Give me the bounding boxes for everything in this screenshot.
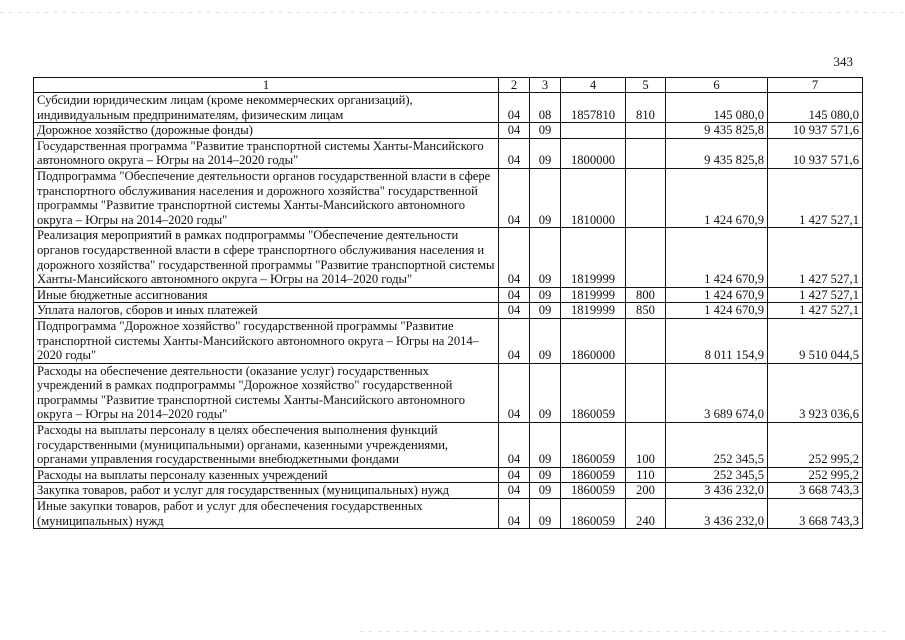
row-expense-type-cell: 100 — [626, 423, 666, 468]
row-amount-year1-cell: 252 345,5 — [666, 423, 768, 468]
row-name-cell: Государственная программа "Развитие транспортной системы Ханты-Мансийского автономного округа – Югры на 2014–2020 годы" — [34, 138, 499, 168]
row-subsection-cell: 09 — [530, 483, 561, 499]
row-section-cell: 04 — [499, 303, 530, 319]
header-col-2: 2 — [499, 78, 530, 93]
table-row — [34, 363, 863, 422]
row-amount-year2-cell: 1 427 527,1 — [768, 228, 863, 287]
row-target-article-cell: 1810000 — [561, 168, 626, 227]
header-col-7: 7 — [768, 78, 863, 93]
row-amount-year1-cell: 1 424 670,9 — [666, 303, 768, 319]
header-col-1: 1 — [34, 78, 499, 93]
table-row — [34, 499, 863, 529]
table-row — [34, 287, 863, 303]
row-section-cell: 04 — [499, 467, 530, 483]
row-subsection-cell: 09 — [530, 467, 561, 483]
row-target-article-cell: 1860059 — [561, 363, 626, 422]
row-expense-type-cell — [626, 138, 666, 168]
row-target-article-cell: 1860059 — [561, 483, 626, 499]
row-expense-type-cell — [626, 318, 666, 363]
row-amount-year2-cell: 1 427 527,1 — [768, 287, 863, 303]
row-amount-year1-cell: 3 689 674,0 — [666, 363, 768, 422]
row-section-cell: 04 — [499, 363, 530, 422]
row-target-article-cell: 1860059 — [561, 499, 626, 529]
row-section-cell: 04 — [499, 168, 530, 227]
row-amount-year2-cell: 3 668 743,3 — [768, 483, 863, 499]
row-subsection-cell: 09 — [530, 287, 561, 303]
row-expense-type-cell: 810 — [626, 93, 666, 123]
row-section-cell: 04 — [499, 499, 530, 529]
row-amount-year2-cell: 10 937 571,6 — [768, 138, 863, 168]
row-subsection-cell: 09 — [530, 123, 561, 139]
row-expense-type-cell: 200 — [626, 483, 666, 499]
row-name-cell: Уплата налогов, сборов и иных платежей — [34, 303, 499, 319]
table-row — [34, 303, 863, 319]
row-section-cell: 04 — [499, 483, 530, 499]
row-subsection-cell: 08 — [530, 93, 561, 123]
row-amount-year1-cell: 9 435 825,8 — [666, 138, 768, 168]
header-col-6: 6 — [666, 78, 768, 93]
row-name-cell: Субсидии юридическим лицам (кроме некоммерческих организаций), индивидуальным предпринимателям, физическим лицам — [34, 93, 499, 123]
row-target-article-cell — [561, 123, 626, 139]
row-amount-year1-cell: 1 424 670,9 — [666, 287, 768, 303]
row-amount-year2-cell: 9 510 044,5 — [768, 318, 863, 363]
table-row — [34, 123, 863, 139]
header-col-3: 3 — [530, 78, 561, 93]
row-amount-year2-cell: 3 923 036,6 — [768, 363, 863, 422]
row-name-cell: Расходы на выплаты персоналу казенных учреждений — [34, 467, 499, 483]
row-expense-type-cell — [626, 363, 666, 422]
budget-table — [33, 77, 863, 529]
row-name-cell: Подпрограмма "Дорожное хозяйство" государственной программы "Развитие транспортной системы Ханты-Мансийского автономного округа – Югры на 2014–2020 годы" — [34, 318, 499, 363]
row-amount-year1-cell: 3 436 232,0 — [666, 499, 768, 529]
table-row — [34, 423, 863, 468]
row-amount-year2-cell: 252 995,2 — [768, 423, 863, 468]
row-expense-type-cell: 850 — [626, 303, 666, 319]
row-subsection-cell: 09 — [530, 318, 561, 363]
row-amount-year2-cell: 10 937 571,6 — [768, 123, 863, 139]
row-section-cell: 04 — [499, 93, 530, 123]
table-row — [34, 318, 863, 363]
row-subsection-cell: 09 — [530, 168, 561, 227]
row-amount-year1-cell: 1 424 670,9 — [666, 228, 768, 287]
row-section-cell: 04 — [499, 423, 530, 468]
row-amount-year1-cell: 3 436 232,0 — [666, 483, 768, 499]
row-subsection-cell: 09 — [530, 423, 561, 468]
row-name-cell: Дорожное хозяйство (дорожные фонды) — [34, 123, 499, 139]
row-name-cell: Расходы на выплаты персоналу в целях обеспечения выполнения функций государственными (муниципальными) органами, казенными учреждениями, органами управления государственными внебюджетными фондами — [34, 423, 499, 468]
table-row — [34, 467, 863, 483]
row-amount-year2-cell: 1 427 527,1 — [768, 168, 863, 227]
row-target-article-cell: 1800000 — [561, 138, 626, 168]
table-header-row — [34, 78, 863, 93]
row-target-article-cell: 1819999 — [561, 303, 626, 319]
row-expense-type-cell — [626, 168, 666, 227]
row-subsection-cell: 09 — [530, 303, 561, 319]
row-expense-type-cell: 240 — [626, 499, 666, 529]
row-subsection-cell: 09 — [530, 363, 561, 422]
row-expense-type-cell: 110 — [626, 467, 666, 483]
row-amount-year1-cell: 9 435 825,8 — [666, 123, 768, 139]
scan-artifact-top — [0, 12, 905, 13]
row-name-cell: Закупка товаров, работ и услуг для государственных (муниципальных) нужд — [34, 483, 499, 499]
row-name-cell: Иные бюджетные ассигнования — [34, 287, 499, 303]
row-expense-type-cell — [626, 228, 666, 287]
row-name-cell: Расходы на обеспечение деятельности (оказание услуг) государственных учреждений в рамках подпрограммы "Дорожное хозяйство" государственной программы "Развитие транспортной системы Ханты-Мансийского автономного округа – Югры на 2014–2020 годы" — [34, 363, 499, 422]
table-body — [34, 93, 863, 529]
row-subsection-cell: 09 — [530, 228, 561, 287]
table-row — [34, 483, 863, 499]
row-amount-year1-cell: 145 080,0 — [666, 93, 768, 123]
row-amount-year1-cell: 8 011 154,9 — [666, 318, 768, 363]
header-col-4: 4 — [561, 78, 626, 93]
row-target-article-cell: 1819999 — [561, 287, 626, 303]
row-amount-year2-cell: 3 668 743,3 — [768, 499, 863, 529]
table-row — [34, 93, 863, 123]
row-amount-year1-cell: 1 424 670,9 — [666, 168, 768, 227]
row-section-cell: 04 — [499, 228, 530, 287]
row-target-article-cell: 1819999 — [561, 228, 626, 287]
row-name-cell: Реализация мероприятий в рамках подпрограммы "Обеспечение деятельности органов государственной власти в сфере транспортного обслуживания населения и дорожного хозяйства" государственной программы "Развитие транспортной системы Ханты-Мансийского автономного округа – Югры на 2014–2020 годы" — [34, 228, 499, 287]
row-section-cell: 04 — [499, 138, 530, 168]
row-target-article-cell: 1860059 — [561, 423, 626, 468]
scan-artifact-bottom — [360, 631, 885, 632]
row-subsection-cell: 09 — [530, 499, 561, 529]
header-col-5: 5 — [626, 78, 666, 93]
row-section-cell: 04 — [499, 123, 530, 139]
table-row — [34, 228, 863, 287]
row-section-cell: 04 — [499, 318, 530, 363]
table-row — [34, 138, 863, 168]
row-expense-type-cell — [626, 123, 666, 139]
table-row — [34, 168, 863, 227]
row-section-cell: 04 — [499, 287, 530, 303]
row-amount-year1-cell: 252 345,5 — [666, 467, 768, 483]
row-target-article-cell: 1860000 — [561, 318, 626, 363]
row-name-cell: Подпрограмма "Обеспечение деятельности органов государственной власти в сфере транспортного обслуживания населения и дорожного хозяйства" государственной программы "Развитие транспортной системы Ханты-Мансийского автономного округа – Югры на 2014–2020 годы" — [34, 168, 499, 227]
row-name-cell: Иные закупки товаров, работ и услуг для обеспечения государственных (муниципальных) нужд — [34, 499, 499, 529]
row-amount-year2-cell: 145 080,0 — [768, 93, 863, 123]
row-amount-year2-cell: 252 995,2 — [768, 467, 863, 483]
page-number: 343 — [833, 54, 853, 69]
row-target-article-cell: 1857810 — [561, 93, 626, 123]
row-subsection-cell: 09 — [530, 138, 561, 168]
row-expense-type-cell: 800 — [626, 287, 666, 303]
row-target-article-cell: 1860059 — [561, 467, 626, 483]
row-amount-year2-cell: 1 427 527,1 — [768, 303, 863, 319]
